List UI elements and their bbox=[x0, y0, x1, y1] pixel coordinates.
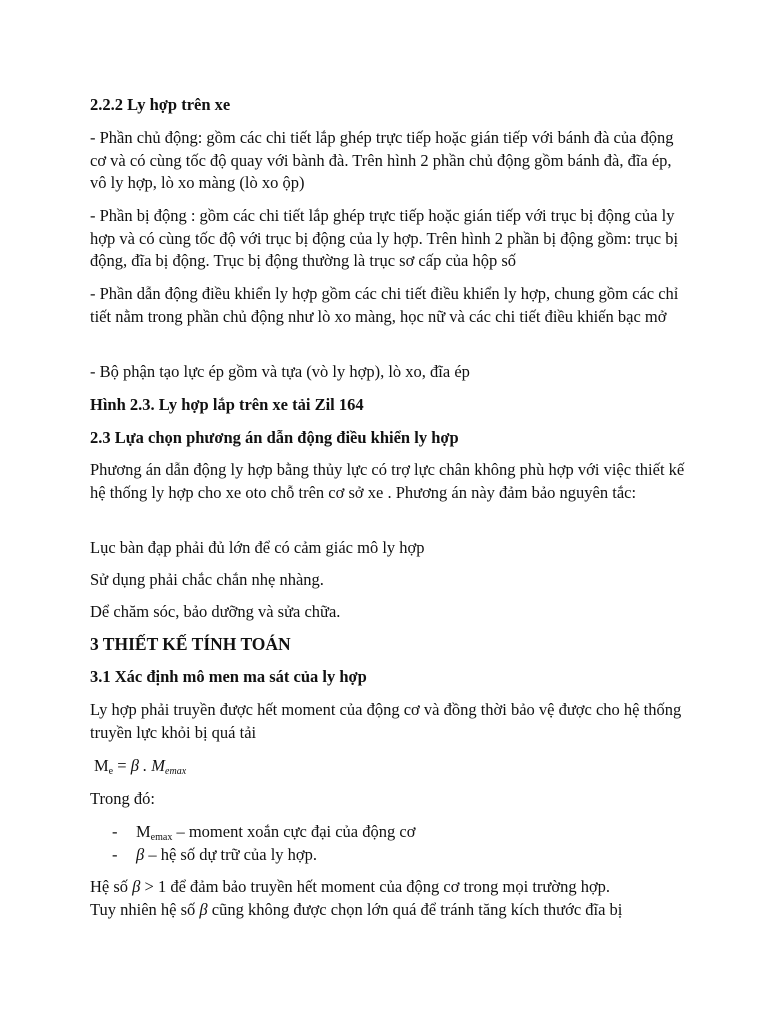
formula-eq: = bbox=[113, 756, 131, 775]
section-heading-2-3: 2.3 Lựa chọn phương án dẫn động điều khiển ly hợp bbox=[90, 428, 459, 447]
paragraph-drive-part: - Phần chủ động: gồm các chi tiết lắp ghép trực tiếp hoặc gián tiếp với bánh đà của động cơ và có cùng tốc độ quay với bành đà. Trên hình 2 phần chủ động gồm bánh đà, đĩa ép, vô ly hợp, lò xo màng (lò xo ộp) bbox=[90, 128, 674, 192]
formula bbox=[94, 755, 694, 781]
text-run: > 1 để đảm bảo truyền hết moment của động cơ trong mọi trường hợp. bbox=[140, 877, 611, 896]
paragraph-where: Trong đó: bbox=[90, 789, 155, 808]
list-item-symbol: β bbox=[136, 845, 145, 864]
section-heading-3: 3 THIẾT KẾ TÍNH TOÁN bbox=[90, 634, 291, 654]
beta-symbol: β bbox=[199, 899, 208, 919]
paragraph-maintenance: Dể chăm sóc, bảo dưỡng và sửa chữa. bbox=[90, 602, 341, 621]
paragraph-hydraulic-option: Phương án dẫn động ly hợp bằng thủy lực có trợ lực chân không phù hợp với việc thiết kế hệ thống ly hợp cho xe oto chỗ trên cơ sở xe . Phương án này đảm bảo nguyên tắc: bbox=[90, 460, 685, 502]
paragraph-control-part: - Phần dẫn động điều khiển ly hợp gồm các chi tiết điều khiển ly hợp, chung gồm các chỉ tiết nằm trong phần chủ động như lò xo màng, học nữ và các chi tiết điều khiến bạc mở bbox=[90, 284, 679, 326]
beta-symbol: β bbox=[132, 877, 141, 896]
paragraph-pedal-force: Lục bàn đạp phải đủ lớn để có cảm giác mô ly hợp bbox=[90, 538, 425, 557]
formula-rhs: β . M bbox=[130, 756, 166, 775]
list-item-symbol: M bbox=[136, 822, 151, 841]
paragraph-usage: Sử dụng phải chắc chắn nhẹ nhàng. bbox=[90, 570, 324, 589]
list-item-sub: emax bbox=[150, 832, 173, 843]
formula-lhs: M bbox=[94, 756, 109, 775]
list-dash-1: - bbox=[112, 822, 118, 841]
formula-lhs-sub: e bbox=[108, 766, 114, 777]
section-heading-2-2-2: 2.2.2 Ly hợp trên xe bbox=[90, 95, 231, 114]
paragraph-beta-condition bbox=[90, 876, 690, 921]
paragraph-moment-transfer: Ly hợp phải truyền được hết moment của động cơ và đồng thời bảo vệ được cho hệ thống truyền lực khỏi bị quá tải bbox=[90, 700, 682, 742]
section-heading-3-1: 3.1 Xác định mô men ma sát của ly hợp bbox=[90, 667, 367, 686]
list-item-memax bbox=[136, 821, 696, 847]
list-dash-2: - bbox=[112, 845, 118, 864]
list-item-text: – hệ số dự trữ của ly hợp. bbox=[144, 845, 318, 864]
paragraph-pressure-part: - Bộ phận tạo lực ép gồm và tựa (vò ly hợp), lò xo, đĩa ép bbox=[90, 362, 470, 381]
figure-caption: Hình 2.3. Ly hợp lắp trên xe tải Zil 164 bbox=[90, 395, 364, 414]
text-run: Hệ số bbox=[90, 877, 133, 896]
paragraph-driven-part: - Phần bị động : gồm các chi tiết lắp ghép trực tiếp hoặc gián tiếp với trục bị động của ly hợp và có cùng tốc độ với trục bị động của ly hợp. Trên hình 2 phần bị động gồm: trục bị động, đĩa bị động. Trục bị động thường là trục sơ cấp của hộp số bbox=[90, 206, 679, 270]
text-run: Tuy nhiên hệ số bbox=[90, 899, 200, 919]
list-item-text: – moment xoắn cực đại của động cơ bbox=[172, 822, 416, 841]
text-run: cũng không được chọn lớn quá để tránh tăng kích thước đĩa bị bbox=[207, 899, 623, 919]
list-item-beta bbox=[136, 844, 696, 867]
formula-rhs-sub: emax bbox=[165, 766, 187, 777]
